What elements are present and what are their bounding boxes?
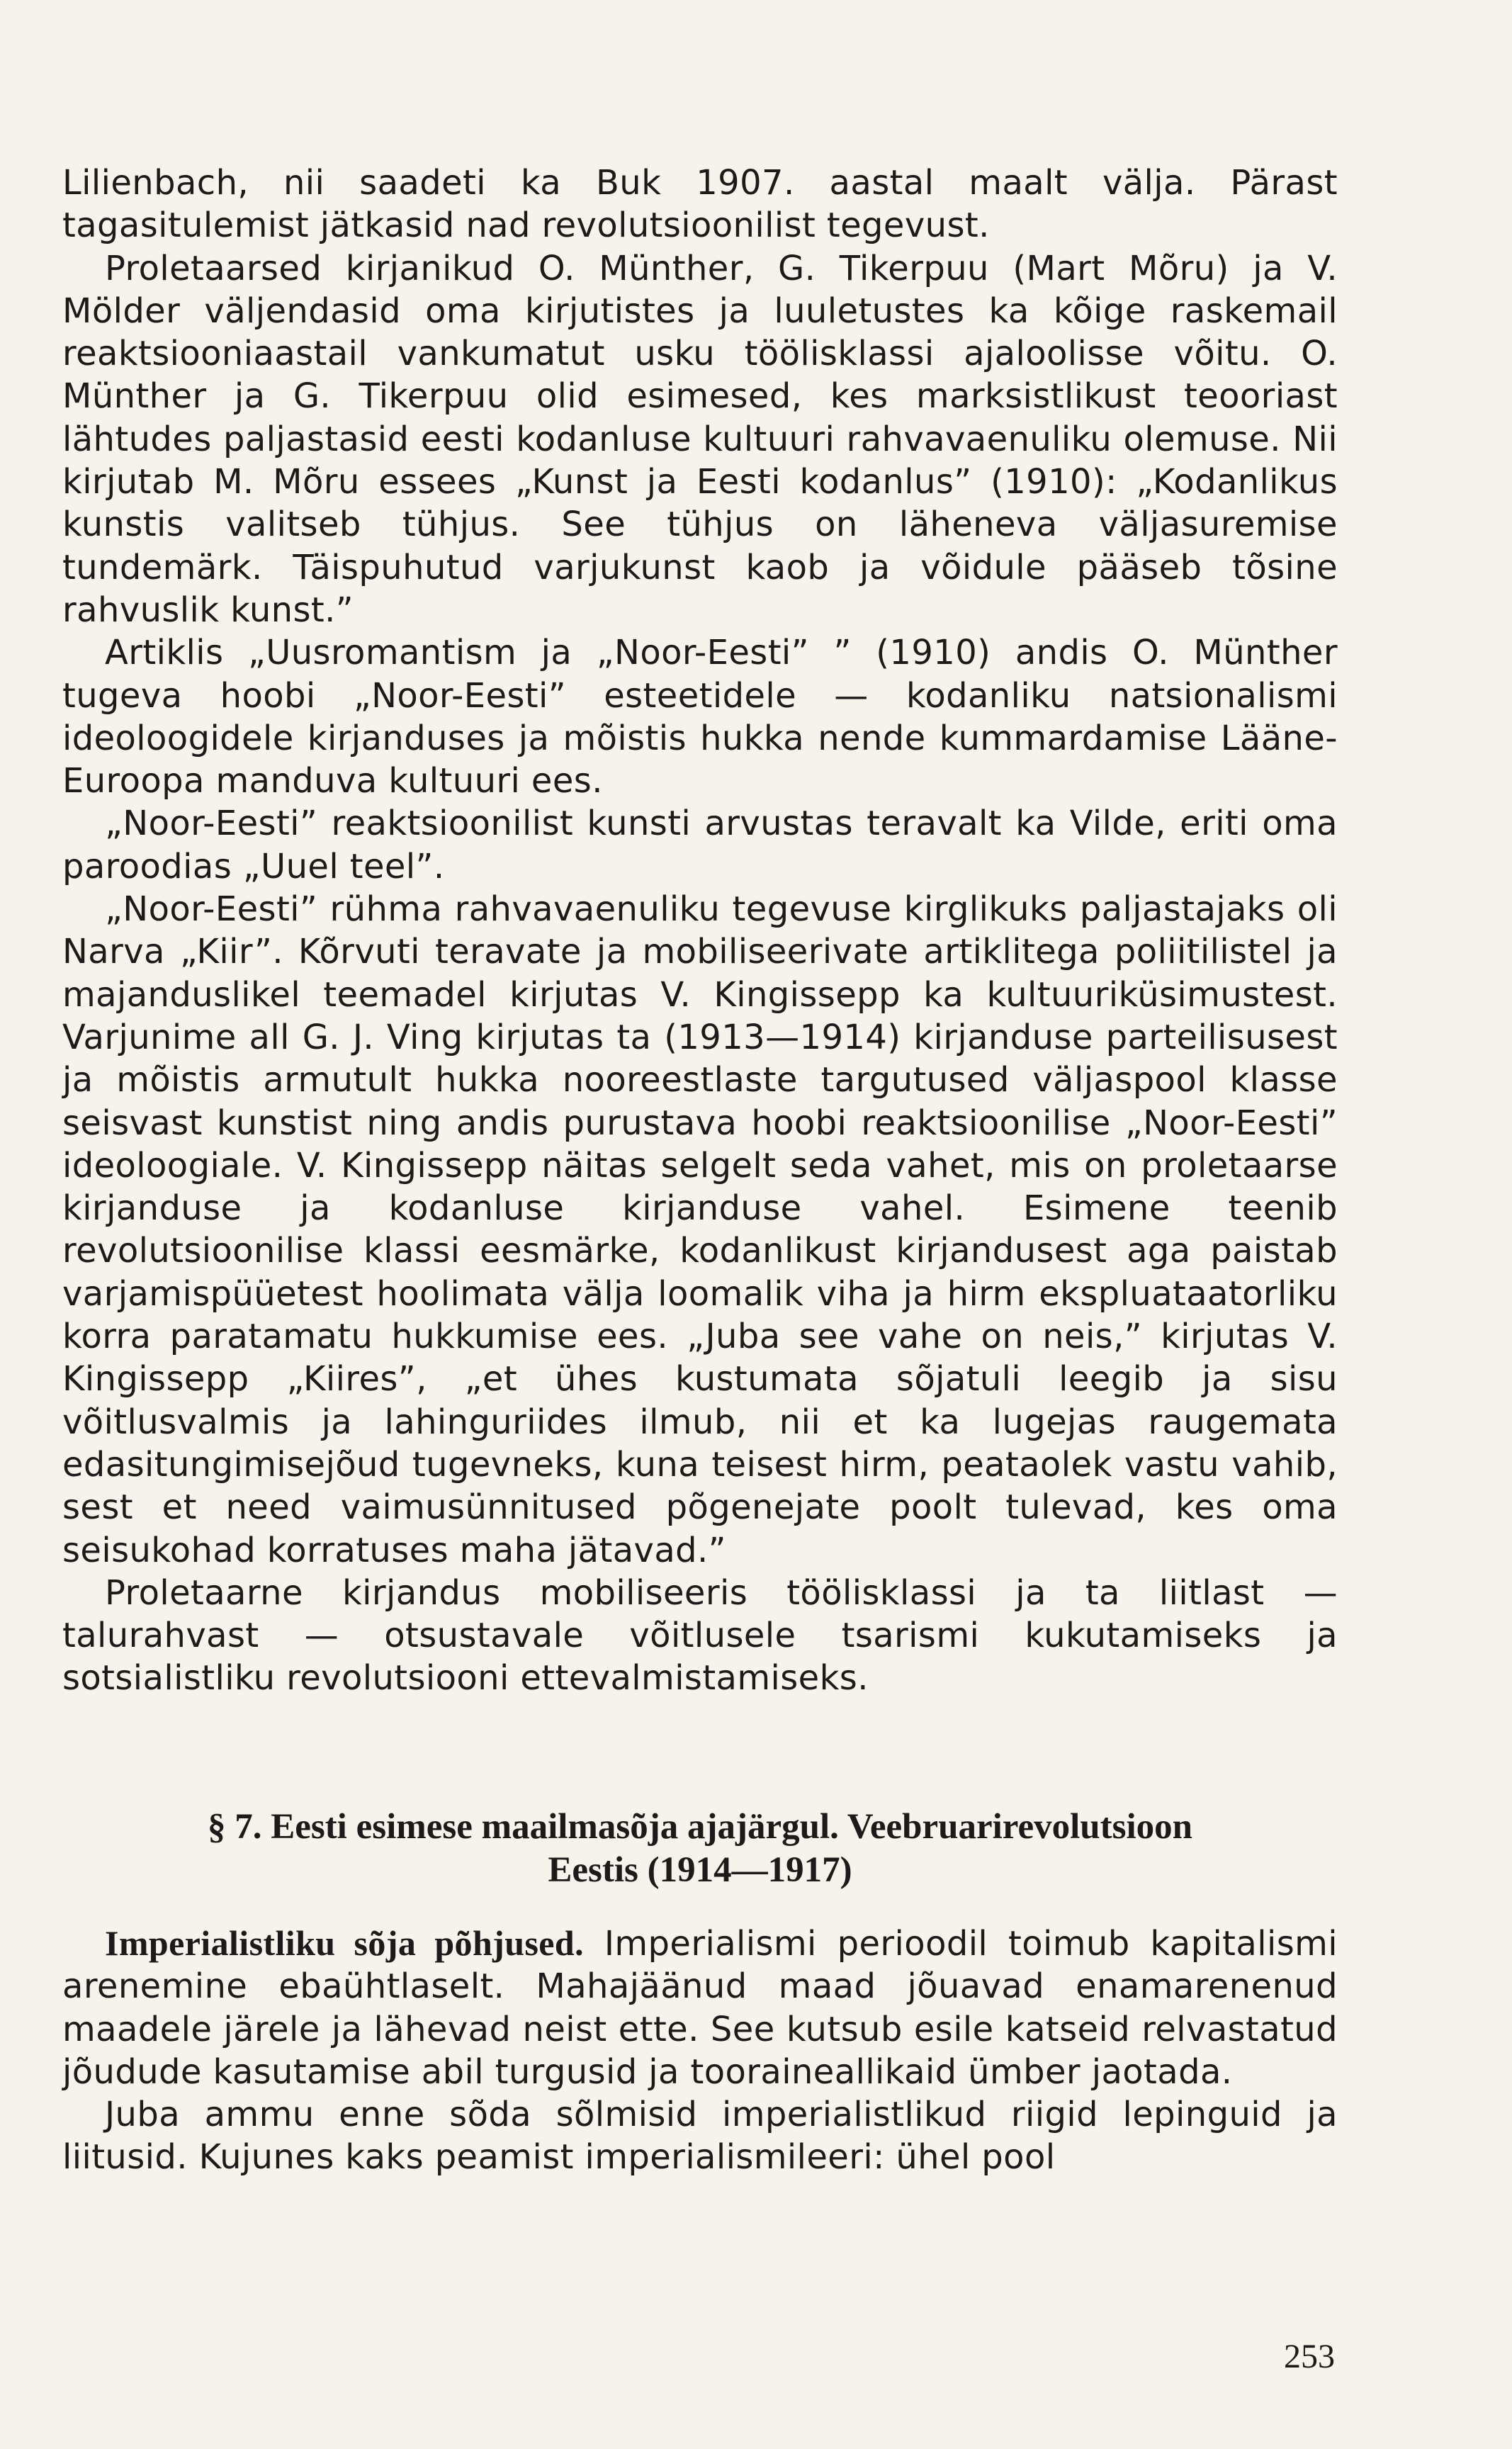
paragraph: Proletaarne kirjandus mobiliseeris töölisklassi ja ta liitlast — talurahvast — otsustavale võitlusele tsarismi kukutamiseks ja sotsialistliku revolutsiooni ettevalmistamiseks. <box>62 1572 1338 1699</box>
runin-heading: Imperialistliku sõja põhjused. <box>105 1923 584 1963</box>
section-heading-line: § 7. Eesti esimese maailmasõja ajajärgul. Veebruarirevolutsioon <box>207 1807 1193 1847</box>
paragraph: Lilienbach, nii saadeti ka Buk 1907. aastal maalt välja. Pärast tagasitulemist jätkasid nad revolutsioonilist tegevust. <box>62 163 1338 246</box>
paragraph: „Noor-Eesti” reaktsioonilist kunsti arvustas teravalt ka Vilde, eriti oma paroodias „Uuel teel”. <box>62 804 1338 886</box>
paragraph: Juba ammu enne sõda sõlmisid imperialistlikud riigid lepinguid ja liitusid. Kujunes kaks peamist imperialismileeri: ühel pool <box>62 2095 1338 2178</box>
paragraph: „Noor-Eesti” rühma rahvavaenuliku tegevuse kirglikuks paljastajaks oli Narva „Kiir”. Kõrvuti teravate ja mobiliseerivate artiklitega poliitilistel ja majanduslikel teemadel kirjutas V. Kingissepp ka kultuuriküsimustest. Varjunime all G. J. Ving kirjutas ta (1913—1914) kirjanduse parteilisusest ja mõistis armutult hukka nooreestlaste targutused väljaspool klasse seisvast kunstist ning andis purustava hoobi reaktsioonilise „Noor-Eesti” ideoloogiale. V. Kingissepp näitas selgelt seda vahet, mis on proletaarse kirjanduse ja kodanluse kirjanduse vahel. Esimene teenib revolutsioonilise klassi eesmärke, kodanlikust kirjandusest aga paistab varjamispüüetest hoolimata välja loomalik viha ja hirm ekspluataatorliku korra paratamatu hukkumise ees. „Juba see vahe on neis,” kirjutas V. Kingissepp „Kiires”, „et ühes kustumata sõjatuli leegib ja sisu võitlusvalmis ja lahinguriides ilmub, nii et ka lugejas raugemata edasitungimisejõud tugevneks, kuna teisest hirm, peataolek vastu vahib, sest et need vaimusünnitused põgenejate poolt tulevad, kes oma seisukohad korratuses maha jätavad.” <box>62 889 1338 1570</box>
paragraph: Proletaarsed kirjanikud O. Münther, G. Tikerpuu (Mart Mõru) ja V. Mölder väljendasid oma kirjutistes ja luuletustes ka kõige raskemail reaktsiooniaastail vankumatut usku töölisklassi ajaloolisse võitu. O. Münther ja G. Tikerpuu olid esimesed, kes marksistlikust teooriast lähtudes paljastasid eesti kodanluse kultuuri rahvavaenuliku olemuse. Nii kirjutab M. Mõru essees „Kunst ja Eesti kodanlus” (1910): „Kodanlikus kunstis valitseb tühjus. See tühjus on läheneva väljasuremise tundemärk. Täispuhutud varjukunst kaob ja võidule pääseb tõsine rahvuslik kunst.” <box>62 248 1338 630</box>
section-heading <box>62 1806 1338 1892</box>
page-number: 253 <box>1284 2338 1335 2375</box>
paragraph-text: Imperialismi perioodil toimub kapitalismi arenemine ebaühtlaselt. Mahajäänud maad jõuavad enamarenenud maadele järele ja lähevad neist ette. See kutsub esile katseid relvastatud jõudude kasutamise abil turgusid ja tooraineallikaid ümber jaotada. <box>62 1924 1338 2092</box>
paragraph <box>62 1922 1338 2093</box>
body-text <box>62 162 1338 1700</box>
paragraph: Artiklis „Uusromantism ja „Noor-Eesti” ” (1910) andis O. Münther tugeva hoobi „Noor-Eesti” esteetidele — kodanliku natsionalismi ideoloogidele kirjanduses ja mõistis hukka nende kummardamise Lääne-Euroopa manduva kultuuri ees. <box>62 633 1338 801</box>
section-body-text <box>62 1922 1338 2179</box>
section-heading-line: Eestis (1914—1917) <box>548 1850 852 1890</box>
